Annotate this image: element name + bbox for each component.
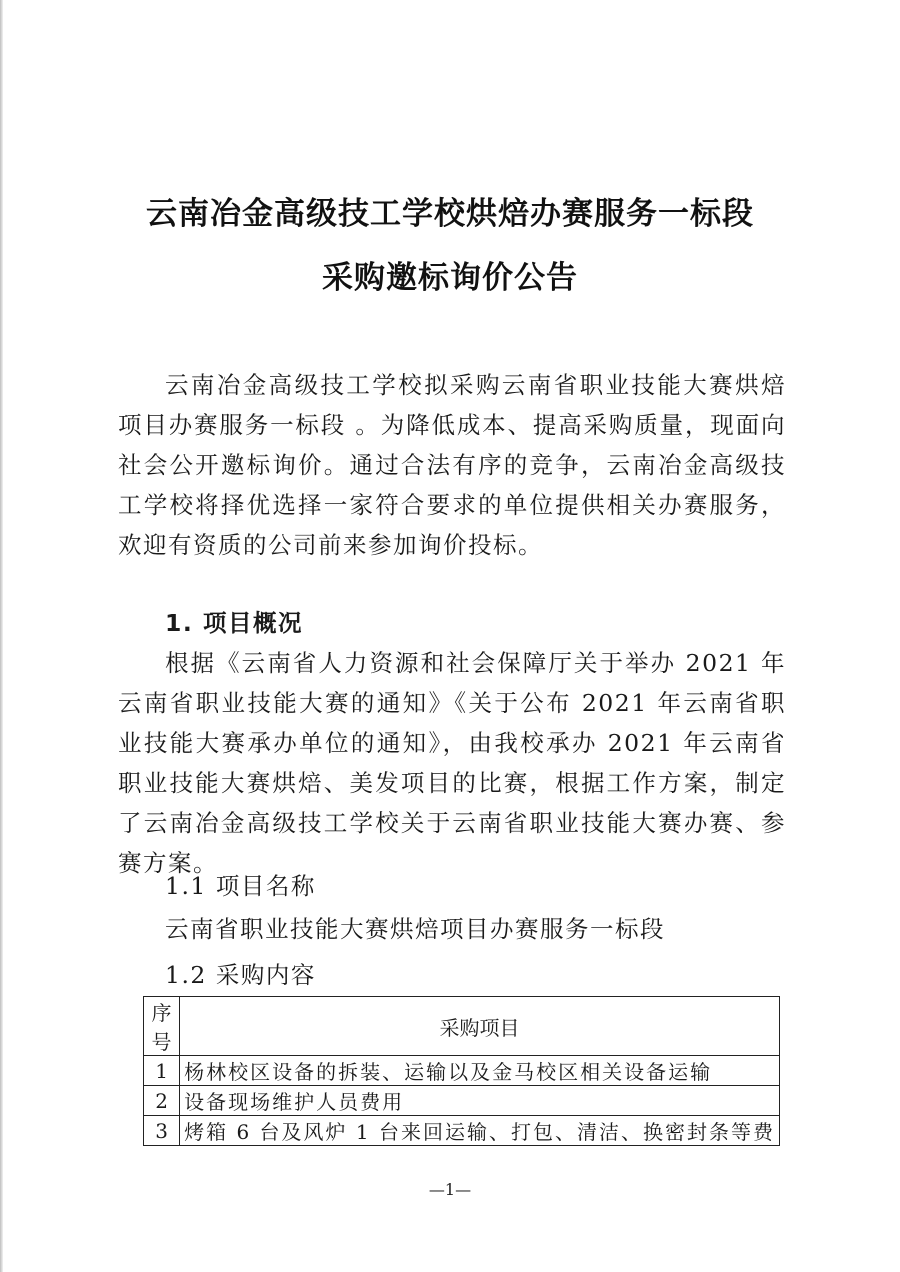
project-name: 云南省职业技能大赛烘焙项目办赛服务一标段: [165, 915, 665, 943]
table-row: [144, 1086, 780, 1116]
section-1-1-body-block: [118, 909, 786, 949]
row-item: 烤箱 6 台及风炉 1 台来回运输、打包、清洁、换密封条等费: [180, 1116, 780, 1146]
section-1-2-heading: 1.2 采购内容: [165, 961, 316, 989]
page-number: —1—: [428, 1180, 472, 1199]
intro-paragraph: 云南冶金高级技工学校拟采购云南省职业技能大赛烘焙项目办赛服务一标段 。为降低成本、提高采购质量，现面向社会公开邀标询价。通过合法有序的竞争，云南冶金高级技工学校将择优选择一家符合要求的单位提供相关办赛服务，欢迎有资质的公司前来参加询价投标。: [118, 371, 786, 559]
row-index: 3: [144, 1116, 180, 1146]
row-index: 2: [144, 1086, 180, 1116]
section-1-2-heading-block: [118, 955, 786, 995]
table-row: [144, 1116, 780, 1146]
section-1-1-heading: 1.1 项目名称: [165, 872, 316, 900]
section-1-body-block: [118, 643, 786, 883]
procurement-items-table: [143, 996, 780, 1146]
section-1-1-heading-block: [118, 866, 786, 906]
table-row: [144, 1056, 780, 1086]
section-1-heading-block: [118, 603, 786, 643]
intro-section: [118, 365, 786, 565]
row-item: 杨林校区设备的拆装、运输以及金马校区相关设备运输: [180, 1056, 780, 1086]
table-header-row: [144, 997, 780, 1056]
row-item: 设备现场维护人员费用: [180, 1086, 780, 1116]
row-index: 1: [144, 1056, 180, 1086]
section-1-paragraph: 根据《云南省人力资源和社会保障厅关于举办 2021 年云南省职业技能大赛的通知》《关于公布 2021 年云南省职业技能大赛承办单位的通知》，由我校承办 2021 年云南省职业技能大赛烘焙、美发项目的比赛，根据工作方案，制定了云南冶金高级技工学校关于云南省职业技能大赛办赛、参赛方案。: [118, 649, 786, 877]
document-title-line-2: 采购邀标询价公告: [322, 260, 578, 296]
section-1-heading: 1. 项目概况: [165, 609, 303, 637]
document-title-line-1: 云南冶金高级技工学校烘焙办赛服务一标段: [146, 196, 754, 232]
column-header-index: 序号: [144, 997, 180, 1056]
column-header-item: 采购项目: [180, 997, 780, 1056]
